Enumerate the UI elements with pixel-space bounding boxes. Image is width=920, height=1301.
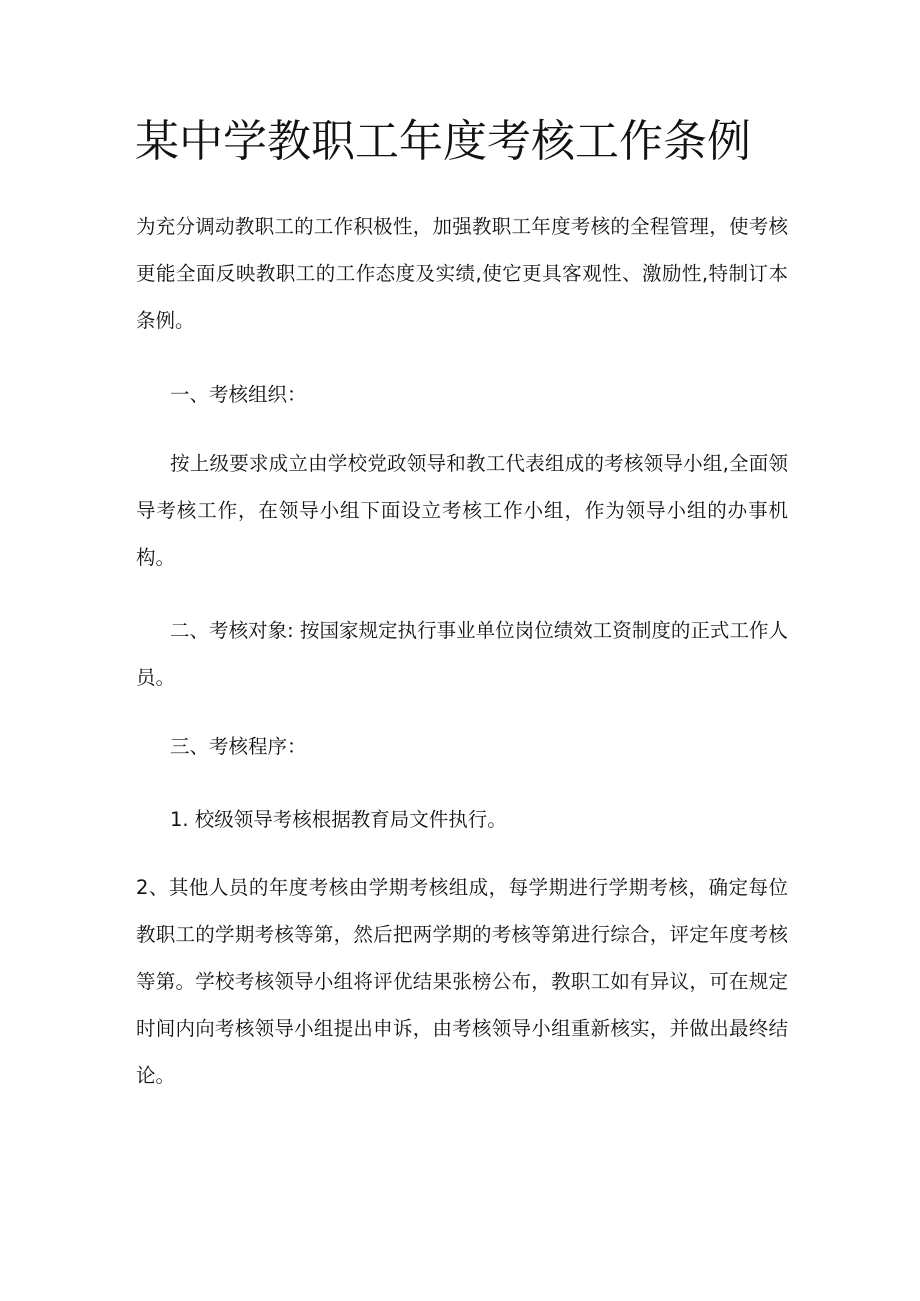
section3-item1: 1. 校级领导考核根据教育局文件执行。 <box>170 808 507 831</box>
section3-item2: 2、其他人员的年度考核由学期考核组成，每学期进行学期考核，确定每位教职工的学期考核等第，然后把两学期的考核等第进行综合，评定年度考核等第。学校考核领导小组将评优结果张榜公布，教职工如有异议，可在规定时间内向考核领导小组提出申诉，由考核领导小组重新核实，并做出最终结论。 <box>136 876 788 1087</box>
document-title: 某中学教职工年度考核工作条例 <box>135 116 751 167</box>
section3-heading: 三、考核程序： <box>170 735 307 758</box>
section1-heading: 一、考核组织： <box>170 383 307 406</box>
section1-body: 按上级要求成立由学校党政领导和教工代表组成的考核领导小组,全面领导考核工作，在领导小组下面设立考核工作小组，作为领导小组的办事机构。 <box>136 452 788 569</box>
intro-paragraph: 为充分调动教职工的工作积极性，加强教职工年度考核的全程管理，使考核更能全面反映教职工的工作态度及实绩,使它更具客观性、激励性,特制订本条例。 <box>136 215 788 332</box>
section2-text: 二、考核对象: 按国家规定执行事业单位岗位绩效工资制度的正式工作人员。 <box>136 619 788 689</box>
